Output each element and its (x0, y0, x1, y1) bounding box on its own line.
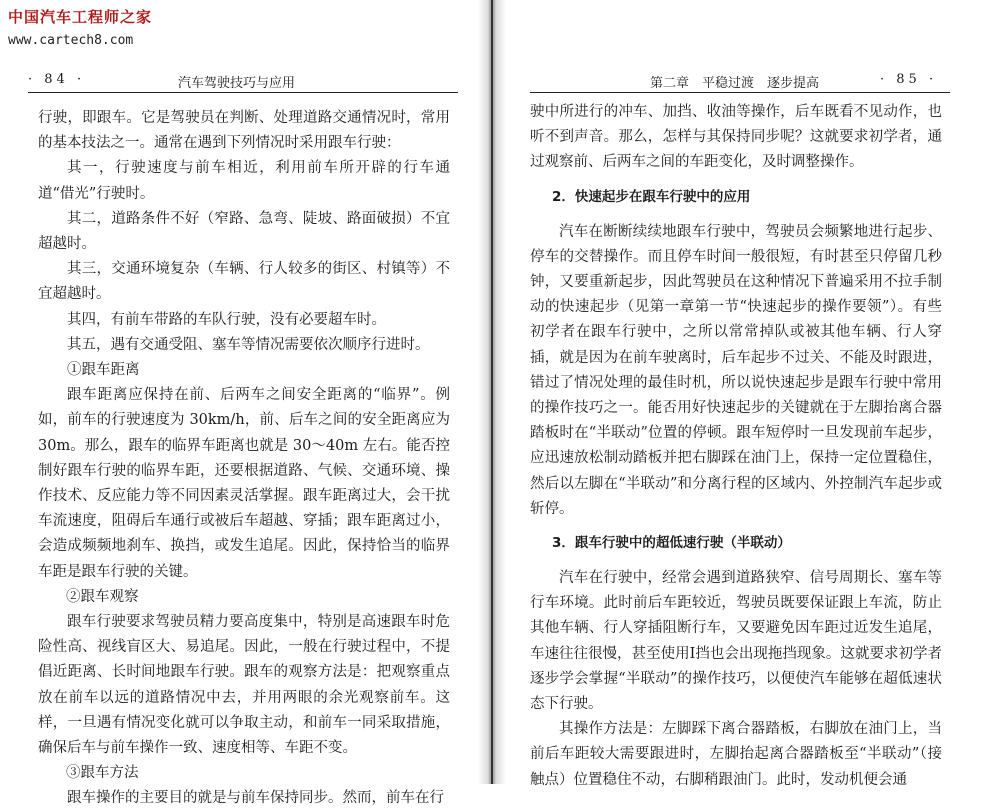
section-heading: 3．跟车行驶中的超低速行驶（半联动） (552, 535, 791, 552)
paragraph: 跟车操作的主要目的就是与前车保持同步。然而，前车在行 (67, 790, 444, 807)
left-page-body (38, 106, 450, 812)
paragraph: 跟车距离应保持在前、后两车之间安全距离的“临界”。例如，前车的行驶速度为 30km/h，前、后车之间的安全距离应为 30m。那么，跟车的临界车距离也就是 30～40m 左右。能否控制好跟车行驶的临界车距，还要根据道路、气候、交通环境、操作技术、反应能力等不同因素灵活掌握。跟车距离过大，会干扰车流速度，阻碍后车通行或被后车超越、穿插；跟车距离过小，会造成频频地刹车、换挡，或发生追尾。因此，保持恰当的临界车距是跟车行驶的关键。 (38, 387, 450, 580)
paragraph: 其操作方法是：左脚踩下离合器踏板，右脚放在油门上，当前后车距较大需要跟进时，左脚抬起离合器踏板至“半联动”（接触点）位置稳住不动，右脚稍跟油门。此时，发动机便会通 (530, 721, 942, 788)
paragraph: 其二，道路条件不好（窄路、急弯、陡坡、路面破损）不宜超越时。 (38, 210, 450, 253)
left-page-header (28, 70, 458, 93)
watermark-title: 中国汽车工程师之家 (8, 8, 153, 26)
right-page-chapter-title: 第二章 平稳过渡 逐步提高 (650, 76, 820, 91)
paragraph: 其一，行驶速度与前车相近，利用前车所开辟的行车通道“借光”行驶时。 (38, 160, 450, 202)
subsection-title: ②跟车观察 (66, 588, 139, 605)
subsection-title: ③跟车方法 (66, 765, 139, 782)
right-page-body (530, 100, 942, 793)
paragraph: 其三，交通环境复杂（车辆、行人较多的街区、村镇等）不宜超越时。 (38, 261, 450, 303)
paragraph: 行驶，即跟车。它是驾驶员在判断、处理道路交通情况时，常用的基本技法之一。通常在遇到下列情况时采用跟车行驶： (38, 110, 450, 152)
gutter-line (491, 0, 493, 784)
paragraph: 跟车行驶要求驾驶员精力要高度集中，特别是高速跟车时危险性高、视线盲区大、易追尾。因此，一般在行驶过程中，不提倡近距离、长时间地跟车行驶。跟车的观察方法是：把观察重点放在前车以远的道路情况中去，并用两眼的余光观察前车。这样，一旦遇有情况变化就可以争取主动，和前车一同采取措施，确保后车与前车操作一致、速度相等、车距不变。 (38, 614, 450, 757)
paragraph: 其五，遇有交通受阻、塞车等情况需要依次顺序行进时。 (67, 336, 430, 353)
right-page-number: · 85 · (880, 72, 938, 87)
subsection-title: ①跟车距离 (67, 362, 140, 379)
paragraph: 汽车在行驶中，经常会遇到道路狭窄、信号周期长、塞车等行车环境。此时前后车距较近，驾驶员既要保证跟上车流，防止其他车辆、行人穿插阻断行车，又要避免因车距过近发生追尾，车速往往很慢，甚至使用Ⅰ挡也会出现拖挡现象。这就要求初学者逐步学会掌握“半联动”的操作技巧，以便使汽车能够在超低速状态下行驶。 (530, 570, 942, 713)
right-page-header (530, 70, 950, 93)
paragraph: 其四，有前车带路的车队行驶，没有必要超车时。 (67, 311, 386, 328)
paragraph: 汽车在断断续续地跟车行驶中，驾驶员会频繁地进行起步、停车的交替操作。而且停车时间一般很短，有时甚至只停留几秒钟，又要重新起步，因此驾驶员在这种情况下普遍采用不拉手制动的快速起步（见第一章第一节“快速起步的操作要领”）。有些初学者在跟车行驶中，之所以常常掉队或被其他车辆、行人穿插，就是因为在前车驶离时，后车起步不过关、不能及时跟进，错过了情况处理的最佳时机，所以说快速起步是跟车行驶中常用的操作技巧之一。能否用好快速起步的关键就在于左脚抬离合器踏板时在“半联动”位置的停顿。跟车短停时一旦发现前车起步，应迅速放松制动踏板并把右脚踩在油门上，保持一定位置稳住，然后以左脚在“半联动”和分离行程的区域内、外控制汽车起步或斩停。 (530, 223, 942, 517)
watermark-url: www.cartech8.com (8, 33, 134, 48)
left-page-running-title: 汽车驾驶技巧与应用 (178, 76, 296, 91)
section-heading: 2．快速起步在跟车行驶中的应用 (552, 188, 751, 205)
left-page-number: · 84 · (28, 72, 86, 87)
watermark (8, 6, 152, 48)
paragraph: 驶中所进行的冲车、加挡、收油等操作，后车既看不见动作，也听不到声音。那么，怎样与其保持同步呢？这就要求初学者，通过观察前、后两车之间的车距变化，及时调整操作。 (530, 104, 942, 171)
